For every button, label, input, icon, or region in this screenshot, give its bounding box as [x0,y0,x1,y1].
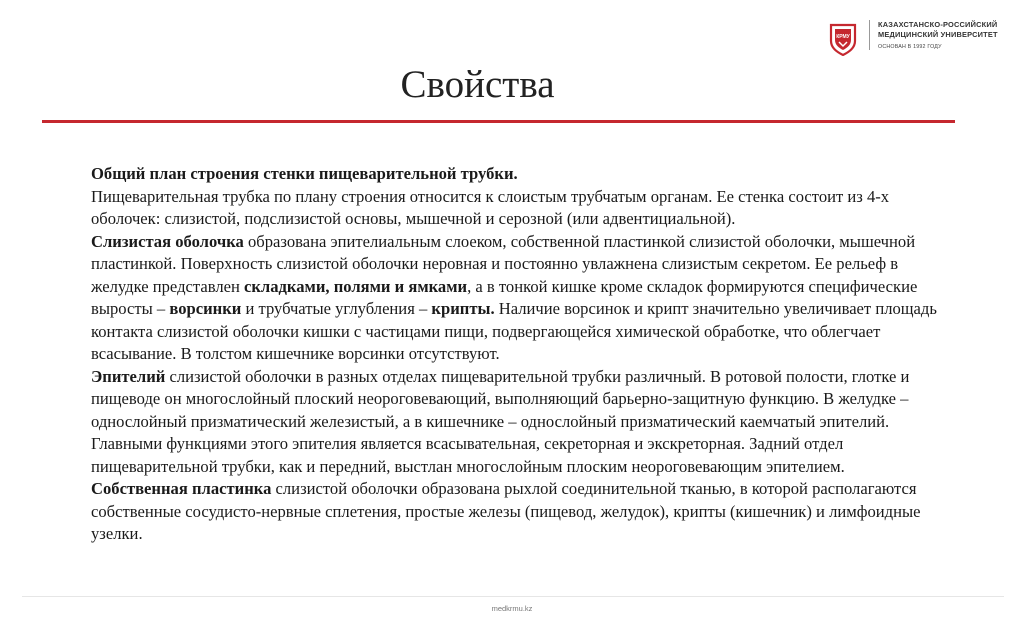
logo-divider [869,20,870,50]
university-name [878,20,998,52]
footer-site-link[interactable]: medkrmu.kz [491,604,533,613]
paragraph-mucosa [91,231,949,366]
logo-text: КРМУ [836,34,850,40]
university-shield-logo-icon [826,22,860,56]
lamina-text: слизистой оболочки образована рыхлой соединительной тканью, в которой располагаются собственные сосудисто-нервные сплетения, простые железы (пищевод, желудок), крипты (кишечник) и лимфоидные узелки. [91,479,921,543]
paragraph-epithelium [91,366,949,479]
mucosa-text-b: , а в тонкой кишке кроме складок формируются специфические выросты – [91,276,918,318]
title-underline [42,120,955,123]
footer-divider [22,596,1004,597]
mucosa-bold-villi: ворсинки [169,299,242,318]
term-mucosa: Слизистая оболочка [91,231,244,251]
mucosa-text-a: образована эпителиальным слоеком, собственной пластинкой слизистой оболочки, мышечной пластинкой. Поверхность слизистой оболочки неровная и постоянно увлажнена слизистым секретом. Ее рельеф в желудке представлен [91,231,916,296]
founded-caption: ОСНОВАН В 1992 ГОДУ [878,44,942,50]
mucosa-text-d: Наличие ворсинок и крипт значительно увеличивает площадь контакта слизистой оболочки кишки с частицами пищи, подвергающейся химической обработке, что облегчает всасывание. В толстом кишечнике ворсинки отсутствуют. [91,299,937,363]
slide-body [91,163,949,546]
mucosa-bold-folds: складками, полями и ямками [244,276,468,296]
term-lamina-propria: Собственная пластинка [91,479,272,498]
section-heading [91,163,949,186]
term-epithelium: Эпителий [91,366,166,386]
paragraph-lamina [91,478,949,546]
section-heading-text: Общий план строения стенки пищеварительной трубки. [91,164,518,183]
mucosa-bold-crypts: крипты. [431,299,495,318]
slide-title: Свойства [400,63,555,106]
epithelium-text: слизистой оболочки в разных отделах пищеварительной трубки различный. В ротовой полости, глотке и пищеводе он многослойный плоский неороговевающий, выполняющий барьерно-защитную функцию. В желудке – однослойный призматический железистый, а в кишечнике – однослойный призматический каемчатый эпителий. Главными функциями этого эпителия является всасывательная, секреторная и экскреторная. Задний отдел пищеварительной трубки, как и передний, выстлан многослойным плоским неороговевающим эпителием. [91,366,910,476]
mucosa-text-c: и трубчатые углубления – [241,299,432,318]
university-name-line-1: КАЗАХСТАНСКО-РОССИЙСКИЙ [878,20,998,29]
paragraph-overview: Пищеварительная трубка по плану строения относится к слоистым трубчатым органам. Ее стенка состоит из 4-х оболочек: слизистой, подслизистой основы, мышечной и серозной (или адвентициальной). [91,186,890,228]
university-name-line-2: МЕДИЦИНСКИЙ УНИВЕРСИТЕТ [878,30,998,39]
